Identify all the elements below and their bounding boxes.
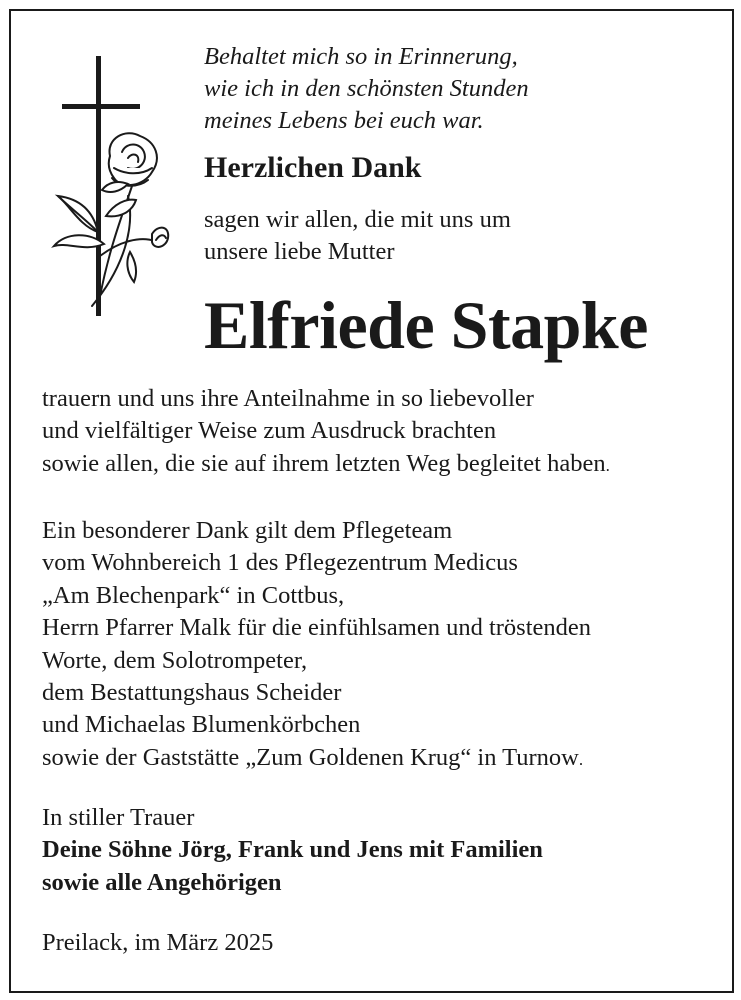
thanks-paragraph	[42, 383, 610, 482]
paragraph-line: Ein besonderer Dank gilt dem Pflegeteam	[42, 517, 453, 544]
quote-line: wie ich in den schönsten Stunden	[204, 75, 529, 102]
intro-line: sagen wir allen, die mit uns um	[204, 206, 511, 233]
paragraph-line: Worte, dem Solotrompeter,	[42, 646, 308, 674]
mourners-line: Deine Söhne Jörg, Frank und Jens mit Familien	[42, 836, 543, 864]
rose-bud	[152, 228, 168, 247]
signature-intro: In stiller Trauer	[42, 804, 195, 831]
quote-line: Behaltet mich so in Erinnerung,	[204, 43, 518, 70]
paragraph-line: trauern und uns ihre Anteilnahme in so liebevoller	[42, 385, 534, 412]
paragraph-line-text: sowie allen, die sie auf ihrem letzten Weg begleitet haben	[42, 449, 606, 477]
memorial-quote	[204, 41, 529, 137]
paragraph-line: dem Bestattungshaus Scheider	[42, 679, 342, 707]
intro-text	[204, 204, 511, 268]
end-mark: .	[578, 749, 584, 769]
intro-line: unsere liebe Mutter	[204, 238, 395, 265]
paragraph-line-text: sowie der Gaststätte „Zum Goldenen Krug“ in Turnow	[42, 743, 579, 771]
thanks-heading: Herzlichen Dank	[204, 151, 422, 184]
paragraph-line: Herrn Pfarrer Malk für die einfühlsamen und tröstenden	[42, 614, 592, 642]
paragraph-line: und Michaelas Blumenkörbchen	[42, 711, 361, 739]
signature-block	[42, 802, 543, 899]
paragraph-line	[42, 742, 591, 776]
paragraph-line: vom Wohnbereich 1 des Pflegezentrum Medicus	[42, 549, 518, 577]
rose-leaves	[54, 182, 136, 282]
cross-with-rose-emblem	[40, 56, 180, 328]
special-thanks-paragraph	[42, 515, 591, 776]
paragraph-line: „Am Blechenpark“ in Cottbus,	[42, 581, 345, 609]
end-mark: .	[605, 455, 610, 475]
place-and-date: Preilack, im März 2025	[42, 929, 274, 956]
rose-icon	[54, 133, 168, 306]
mourners-line: sowie alle Angehörigen	[42, 868, 282, 896]
rose-head	[109, 133, 157, 186]
paragraph-line	[42, 448, 610, 482]
quote-line: meines Lebens bei euch war.	[204, 107, 484, 134]
paragraph-line: und vielfältiger Weise zum Ausdruck brachten	[42, 417, 497, 445]
deceased-name: Elfriede Stapke	[204, 287, 648, 363]
